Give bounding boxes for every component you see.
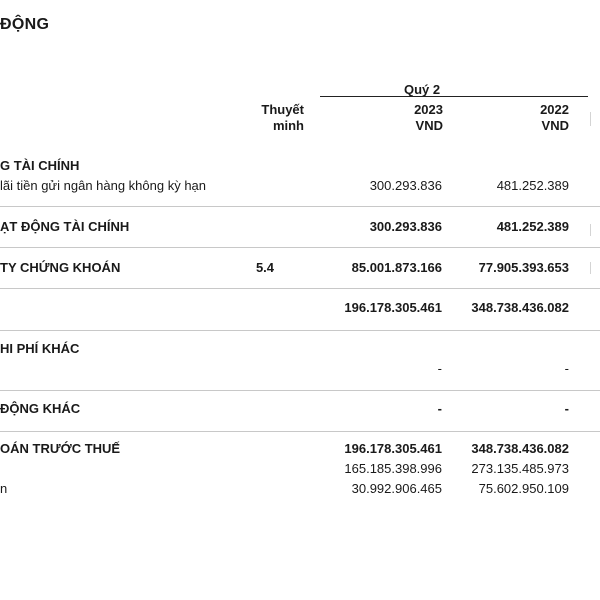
row-value-2023: -	[437, 401, 442, 416]
row-label: G TÀI CHÍNH	[0, 158, 80, 173]
quarter-header: Quý 2	[404, 82, 441, 97]
row-label: n	[0, 481, 8, 496]
table-row	[0, 341, 600, 359]
row-value-2023: 300.293.836	[369, 178, 442, 193]
table-row	[0, 401, 600, 419]
year-2022-label: 2022	[540, 102, 569, 117]
row-value-2022: -	[564, 361, 569, 376]
row-value-2022: -	[564, 401, 569, 416]
row-value-2023: 165.185.398.996	[344, 461, 442, 476]
year-2023-label: 2023	[414, 102, 443, 117]
year-2023-currency: VND	[415, 118, 443, 133]
row-label: OÁN TRƯỚC THUẾ	[0, 441, 121, 456]
row-value-2022: 273.135.485.973	[471, 461, 569, 476]
row-value-2023: 196.178.305.461	[344, 300, 442, 315]
row-value-2023: 30.992.906.465	[351, 481, 442, 496]
row-label: ĐỘNG KHÁC	[0, 401, 81, 416]
row-value-2022: 348.738.436.082	[471, 300, 569, 315]
section-divider	[0, 431, 600, 432]
table-row	[0, 481, 600, 499]
section-divider	[0, 390, 600, 391]
row-value-2022: 481.252.389	[496, 219, 569, 234]
section-divider	[0, 288, 600, 289]
year-2023-column-header	[340, 102, 443, 134]
table-row	[0, 158, 600, 176]
row-label: HI PHÍ KHÁC	[0, 341, 80, 356]
row-label: lãi tiền gửi ngân hàng không kỳ hạn	[0, 178, 207, 193]
row-value-2023: 196.178.305.461	[344, 441, 442, 456]
row-label: ẠT ĐỘNG TÀI CHÍNH	[0, 219, 130, 234]
note-column-header-line-2: minh	[272, 118, 304, 133]
year-2022-currency: VND	[541, 118, 569, 133]
row-value-2022: 348.738.436.082	[471, 441, 569, 456]
row-note: 5.4	[255, 260, 275, 275]
row-label: TY CHỨNG KHOÁN	[0, 260, 121, 275]
note-column-header-line-1: Thuyết	[261, 102, 304, 117]
year-2022-column-header	[466, 102, 569, 134]
table-row	[0, 361, 600, 379]
quarter-header-underline	[320, 96, 588, 97]
row-value-2022: 77.905.393.653	[478, 260, 569, 275]
row-value-2022: 75.602.950.109	[478, 481, 569, 496]
page-title: ĐỘNG	[0, 16, 50, 33]
table-row	[0, 300, 600, 318]
row-value-2023: 85.001.873.166	[351, 260, 442, 275]
table-row	[0, 178, 600, 196]
page-edge-mark	[590, 112, 591, 126]
table-row	[0, 461, 600, 479]
section-divider	[0, 330, 600, 331]
section-divider	[0, 247, 600, 248]
table-row	[0, 441, 600, 459]
row-value-2023: -	[437, 361, 442, 376]
section-divider	[0, 206, 600, 207]
table-row	[0, 260, 600, 278]
row-value-2023: 300.293.836	[369, 219, 442, 234]
row-value-2022: 481.252.389	[496, 178, 569, 193]
table-row	[0, 219, 600, 237]
note-column-header	[230, 102, 304, 134]
